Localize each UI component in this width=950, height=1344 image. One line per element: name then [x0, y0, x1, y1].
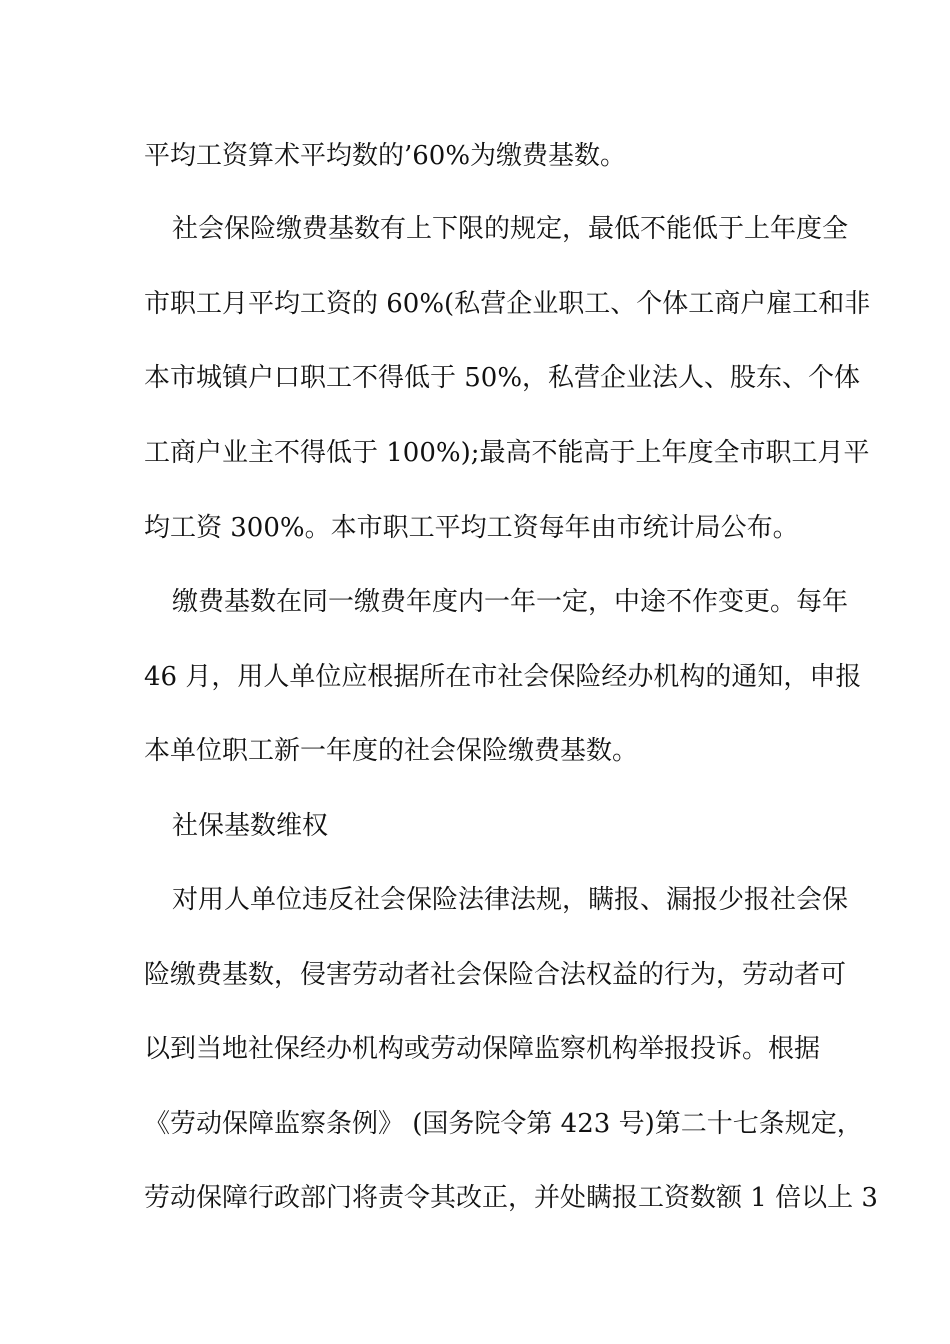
text-line: 缴费基数在同一缴费年度内一年一定，中途不作变更。每年: [172, 587, 849, 617]
text-line: 本市城镇户口职工不得低于 50%，私营企业法人、股东、个体: [144, 363, 861, 393]
text-line: 对用人单位违反社会保险法律法规，瞒报、漏报少报社会保: [172, 885, 849, 915]
text-line: 市职工月平均工资的 60%(私营企业职工、个体工商户雇工和非: [144, 289, 871, 319]
section-heading: 社保基数维权: [172, 811, 329, 841]
text-line: 以到当地社保经办机构或劳动保障监察机构举报投诉。根据: [144, 1034, 821, 1064]
text-line: 平均工资算术平均数的’60%为缴费基数。: [144, 141, 627, 171]
text-line: 《劳动保障监察条例》 (国务院令第 423 号)第二十七条规定，: [144, 1109, 863, 1139]
text-line: 劳动保障行政部门将责令其改正，并处瞒报工资数额 1 倍以上 3: [144, 1183, 878, 1213]
text-line: 社会保险缴费基数有上下限的规定，最低不能低于上年度全: [172, 214, 849, 244]
text-line: 本单位职工新一年度的社会保险缴费基数。: [144, 736, 639, 766]
text-line: 险缴费基数，侵害劳动者社会保险合法权益的行为，劳动者可: [144, 960, 847, 990]
text-line: 工商户业主不得低于 100%);最高不能高于上年度全市职工月平: [144, 438, 870, 468]
text-line: 均工资 300%。本市职工平均工资每年由市统计局公布。: [144, 513, 799, 543]
text-line: 46 月，用人单位应根据所在市社会保险经办机构的通知，申报: [144, 662, 862, 692]
